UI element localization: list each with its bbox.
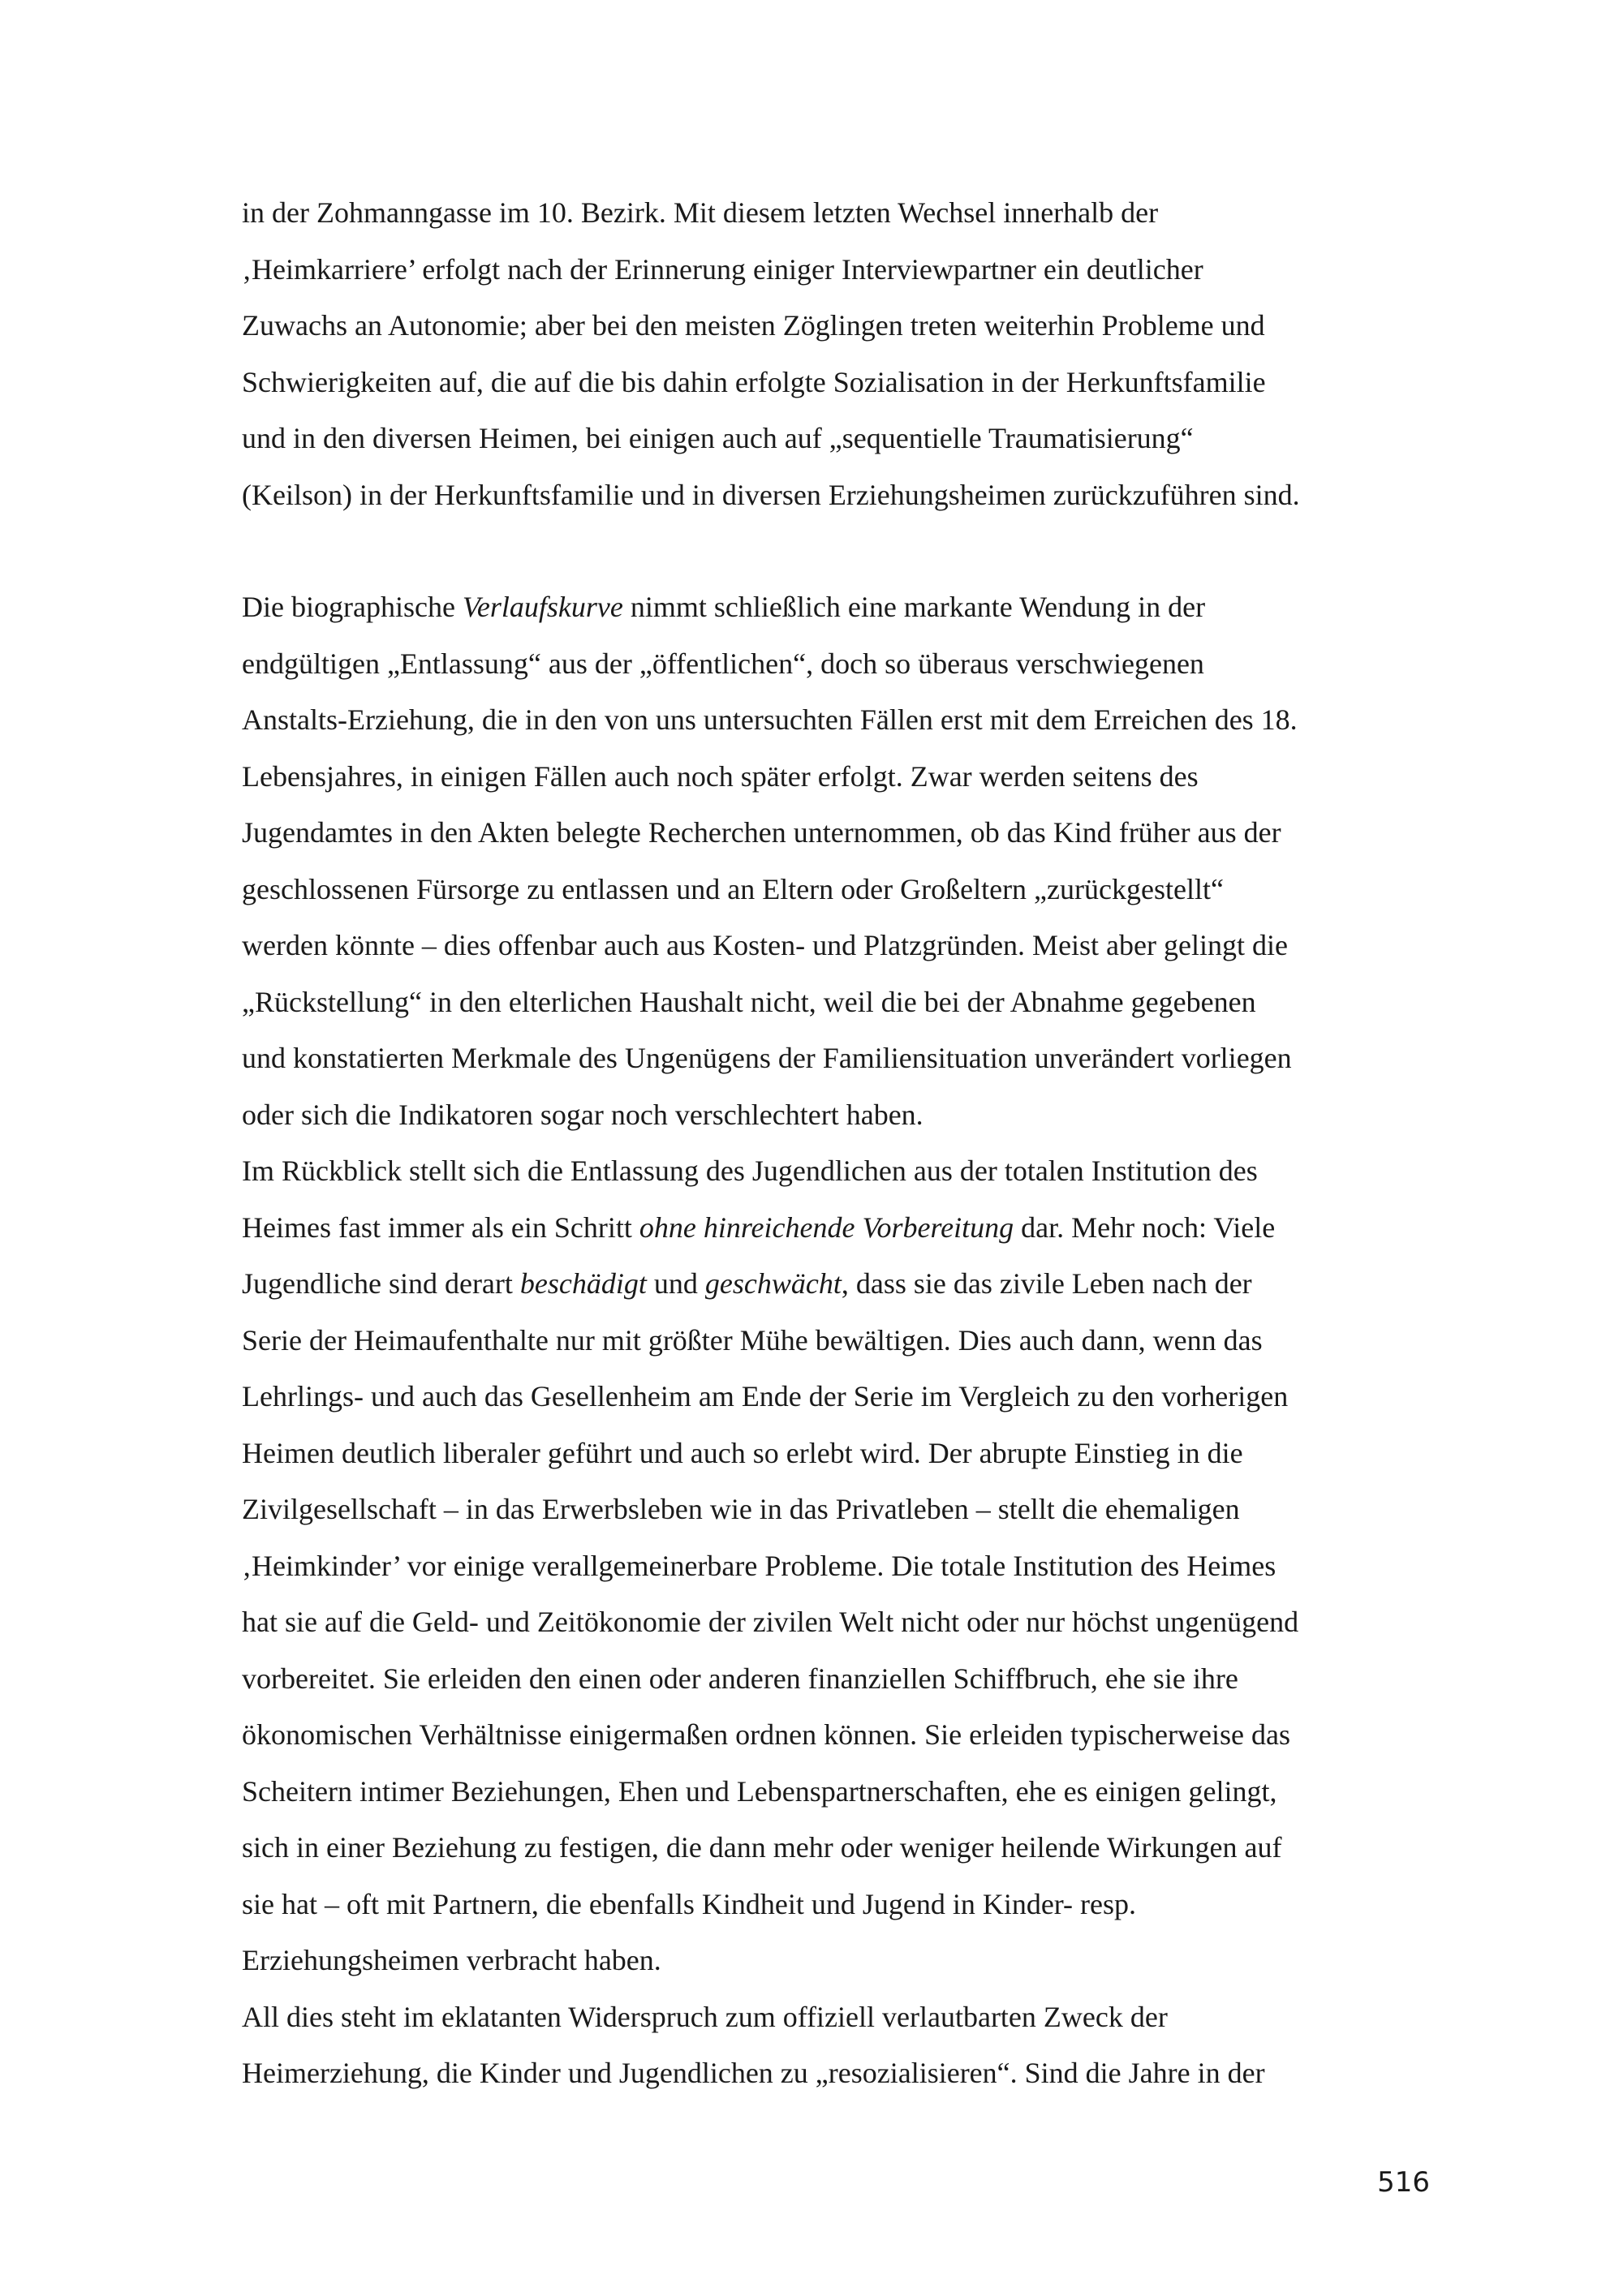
text-run: Die biographische bbox=[242, 591, 463, 623]
text-line: in der Zohmanngasse im 10. Bezirk. Mit diesem letzten Wechsel innerhalb der bbox=[242, 196, 1159, 229]
text-line: ‚Heimkinder’ vor einige verallgemeinerbare Probleme. Die totale Institution des Heimes bbox=[242, 1549, 1276, 1582]
text-run: und bbox=[646, 1267, 705, 1300]
text-line: sich in einer Beziehung zu festigen, die dann mehr oder weniger heilende Wirkungen auf bbox=[242, 1831, 1282, 1864]
page-number: 516 bbox=[1377, 2166, 1430, 2199]
text-line: Jugendamtes in den Akten belegte Recherchen unternommen, ob das Kind früher aus der bbox=[242, 816, 1281, 849]
text-line: oder sich die Indikatoren sogar noch verschlechtert haben. bbox=[242, 1098, 923, 1131]
text-run: nimmt schließlich eine markante Wendung in der bbox=[622, 591, 1206, 623]
text-line: Erziehungsheimen verbracht haben. bbox=[242, 1944, 661, 1976]
text-line: geschlossenen Fürsorge zu entlassen und an Eltern oder Großeltern „zurückgestellt“ bbox=[242, 872, 1224, 905]
text-line: Lehrlings- und auch das Gesellenheim am Ende der Serie im Vergleich zu den vorherigen bbox=[242, 1380, 1289, 1412]
text-line: Zivilgesellschaft – in das Erwerbsleben wie in das Privatleben – stellt die ehemaligen bbox=[242, 1493, 1240, 1525]
text-line: hat sie auf die Geld- und Zeitökonomie der zivilen Welt nicht oder nur höchst ungenügend bbox=[242, 1606, 1299, 1638]
text-line: Heimerziehung, die Kinder und Jugendlichen zu „resozialisieren“. Sind die Jahre in der bbox=[242, 2057, 1265, 2089]
emphasis-text: beschädigt bbox=[519, 1267, 647, 1300]
text-line: ‚Heimkarriere’ erfolgt nach der Erinnerung einiger Interviewpartner ein deutlicher bbox=[242, 252, 1203, 286]
text-line: Schwierigkeiten auf, die auf die bis dahin erfolgte Sozialisation in der Herkunftsfamilie bbox=[242, 365, 1266, 398]
text-line: und in den diversen Heimen, bei einigen auch auf „sequentielle Traumatisierung“ bbox=[242, 422, 1194, 454]
text-run: , dass sie das zivile Leben nach der bbox=[841, 1267, 1252, 1300]
text-run: Jugendliche sind derart bbox=[242, 1267, 520, 1300]
text-line: „Rückstellung“ in den elterlichen Haushalt nicht, weil die bei der Abnahme gegebenen bbox=[242, 985, 1256, 1018]
text-run: dar. Mehr noch: Viele bbox=[1014, 1210, 1276, 1244]
emphasis-text: Verlaufskurve bbox=[462, 591, 623, 623]
text-line bbox=[242, 1256, 1435, 1313]
text-line: und konstatierten Merkmale des Ungenügens der Familiensituation unverändert vorliegen bbox=[242, 1042, 1292, 1074]
text-run: Heimes fast immer als ein Schritt bbox=[242, 1210, 639, 1244]
text-line: Scheitern intimer Beziehungen, Ehen und Lebenspartnerschaften, ehe es einigen gelingt, bbox=[242, 1774, 1277, 1808]
text-line: Serie der Heimaufenthalte nur mit größter Mühe bewältigen. Dies auch dann, wenn das bbox=[242, 1323, 1263, 1357]
paragraph-zohmanngasse bbox=[242, 185, 1435, 523]
text-line: Lebensjahres, in einigen Fällen auch noch später erfolgt. Zwar werden seitens des bbox=[242, 759, 1199, 793]
text-line bbox=[242, 579, 1435, 636]
text-line: endgültigen „Entlassung“ aus der „öffentlichen“, doch so überaus verschwiegenen bbox=[242, 647, 1204, 680]
text-line: Heimen deutlich liberaler geführt und auch so erlebt wird. Der abrupte Einstieg in die bbox=[242, 1436, 1243, 1469]
paragraph-verlaufskurve bbox=[242, 579, 1435, 2102]
text-line: werden könnte – dies offenbar auch aus Kosten- und Platzgründen. Meist aber gelingt die bbox=[242, 929, 1288, 961]
text-line: Im Rückblick stellt sich die Entlassung des Jugendlichen aus der totalen Institution des bbox=[242, 1154, 1258, 1187]
text-line: Zuwachs an Autonomie; aber bei den meisten Zöglingen treten weiterhin Probleme und bbox=[242, 309, 1265, 342]
text-line: Anstalts-Erziehung, die in den von uns untersuchten Fällen erst mit dem Erreichen des 18. bbox=[242, 703, 1298, 736]
emphasis-text: ohne hinreichende Vorbereitung bbox=[639, 1210, 1014, 1244]
text-line bbox=[242, 1200, 1435, 1257]
emphasis-text: geschwächt bbox=[704, 1267, 842, 1300]
text-line: All dies steht im eklatanten Widerspruch zum offiziell verlautbarten Zweck der bbox=[242, 2000, 1168, 2033]
text-line: sie hat – oft mit Partnern, die ebenfalls Kindheit und Jugend in Kinder- resp. bbox=[242, 1887, 1137, 1920]
text-line: (Keilson) in der Herkunftsfamilie und in diversen Erziehungsheimen zurückzuführen sind. bbox=[242, 478, 1300, 511]
text-line: vorbereitet. Sie erleiden den einen oder anderen finanziellen Schiffbruch, ehe sie ihre bbox=[242, 1662, 1238, 1695]
text-line: ökonomischen Verhältnisse einigermaßen ordnen können. Sie erleiden typischerweise das bbox=[242, 1718, 1290, 1751]
